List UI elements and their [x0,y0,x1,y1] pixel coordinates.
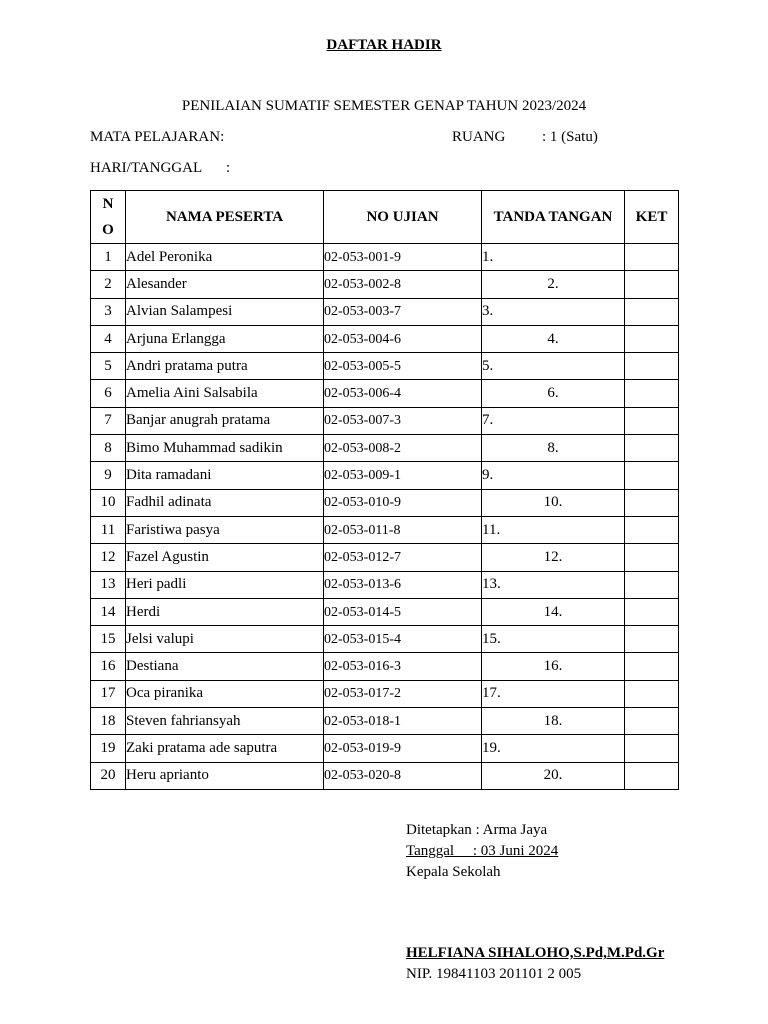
participant-name: Oca piranika [126,680,324,707]
participant-name: Dita ramadani [126,462,324,489]
ket-cell [625,544,679,571]
participant-name: Arjuna Erlangga [126,325,324,352]
signature-cell: 15. [482,626,625,653]
signature-cell: 12. [482,544,625,571]
ket-cell [625,571,679,598]
signature-cell: 4. [482,325,625,352]
exam-number: 02-053-006-4 [324,380,482,407]
participant-name: Faristiwa pasya [126,516,324,543]
exam-number: 02-053-020-8 [324,762,482,789]
ket-cell [625,708,679,735]
exam-number: 02-053-003-7 [324,298,482,325]
mata-pelajaran-label: MATA PELAJARAN: [90,129,225,145]
row-number: 7 [91,407,126,434]
jabatan-text: Kepala Sekolah [406,864,501,880]
row-number: 10 [91,489,126,516]
tanggal-text: Tanggal : 03 Juni 2024 [406,843,559,859]
table-row [91,680,679,707]
participant-name: Andri pratama putra [126,353,324,380]
participant-name: Fadhil adinata [126,489,324,516]
ket-cell [625,462,679,489]
row-number: 1 [91,244,126,271]
participant-name: Banjar anugrah pratama [126,407,324,434]
header-no [91,191,126,244]
table-row [91,298,679,325]
table-row [91,489,679,516]
row-number: 9 [91,462,126,489]
exam-number: 02-053-018-1 [324,708,482,735]
nip-text: NIP. 19841103 201101 2 005 [406,966,582,982]
document-title: DAFTAR HADIR [326,37,442,53]
signature-cell: 11. [482,516,625,543]
table-row [91,544,679,571]
row-number: 19 [91,735,126,762]
participant-name: Alesander [126,271,324,298]
ruang-label: RUANG [452,129,506,145]
exam-number: 02-053-008-2 [324,435,482,462]
row-number: 13 [91,571,126,598]
exam-number: 02-053-019-9 [324,735,482,762]
header-no-line2: O [102,222,114,238]
participant-name: Herdi [126,598,324,625]
signature-cell: 1. [482,244,625,271]
signature-cell: 7. [482,407,625,434]
hari-tanggal-colon: : [226,160,231,176]
table-row [91,571,679,598]
signature-cell: 18. [482,708,625,735]
signature-cell: 16. [482,653,625,680]
kepala-sekolah-name: HELFIANA SIHALOHO,S.Pd,M.Pd.Gr [406,945,665,961]
table-row [91,708,679,735]
exam-number: 02-053-012-7 [324,544,482,571]
row-number: 5 [91,353,126,380]
document-subtitle: PENILAIAN SUMATIF SEMESTER GENAP TAHUN 2023/2024 [181,98,587,114]
signature-cell: 14. [482,598,625,625]
row-number: 2 [91,271,126,298]
exam-number: 02-053-014-5 [324,598,482,625]
table-row [91,353,679,380]
signature-cell: 5. [482,353,625,380]
participant-name: Heru aprianto [126,762,324,789]
row-number: 4 [91,325,126,352]
header-no-line1: N [102,196,114,212]
exam-number: 02-053-009-1 [324,462,482,489]
table-row [91,598,679,625]
ket-cell [625,626,679,653]
table-row [91,435,679,462]
header-tanda-tangan: TANDA TANGAN [482,191,625,244]
participant-name: Destiana [126,653,324,680]
header-no-ujian: NO UJIAN [324,191,482,244]
exam-number: 02-053-001-9 [324,244,482,271]
participant-name: Heri padli [126,571,324,598]
ket-cell [625,271,679,298]
table-row [91,325,679,352]
row-number: 3 [91,298,126,325]
table-row [91,653,679,680]
table-header-row [91,191,679,244]
exam-number: 02-053-013-6 [324,571,482,598]
ruang-value: : 1 (Satu) [542,129,598,145]
row-number: 12 [91,544,126,571]
table-row [91,735,679,762]
participant-name: Zaki pratama ade saputra [126,735,324,762]
attendance-table [90,190,679,790]
participant-name: Jelsi valupi [126,626,324,653]
table-row [91,516,679,543]
exam-number: 02-053-016-3 [324,653,482,680]
participant-name: Steven fahriansyah [126,708,324,735]
signature-cell: 17. [482,680,625,707]
row-number: 8 [91,435,126,462]
row-number: 15 [91,626,126,653]
exam-number: 02-053-007-3 [324,407,482,434]
ket-cell [625,353,679,380]
signature-cell: 13. [482,571,625,598]
header-ket: KET [625,191,679,244]
signature-cell: 10. [482,489,625,516]
exam-number: 02-053-010-9 [324,489,482,516]
ket-cell [625,516,679,543]
signature-cell: 3. [482,298,625,325]
ket-cell [625,762,679,789]
ket-cell [625,244,679,271]
signature-cell: 20. [482,762,625,789]
row-number: 11 [91,516,126,543]
table-row [91,271,679,298]
ket-cell [625,380,679,407]
table-row [91,244,679,271]
participant-name: Bimo Muhammad sadikin [126,435,324,462]
table-row [91,762,679,789]
table-row [91,462,679,489]
row-number: 16 [91,653,126,680]
signature-cell: 6. [482,380,625,407]
exam-number: 02-053-005-5 [324,353,482,380]
signature-cell: 19. [482,735,625,762]
row-number: 17 [91,680,126,707]
participant-name: Amelia Aini Salsabila [126,380,324,407]
hari-tanggal-label: HARI/TANGGAL [90,160,203,176]
row-number: 6 [91,380,126,407]
ket-cell [625,680,679,707]
signature-cell: 9. [482,462,625,489]
table-row [91,407,679,434]
ket-cell [625,489,679,516]
ket-cell [625,598,679,625]
row-number: 14 [91,598,126,625]
exam-number: 02-053-002-8 [324,271,482,298]
table-row [91,380,679,407]
exam-number: 02-053-015-4 [324,626,482,653]
row-number: 18 [91,708,126,735]
ditetapkan-text: Ditetapkan : Arma Jaya [406,822,548,838]
ket-cell [625,735,679,762]
ket-cell [625,653,679,680]
participant-name: Adel Peronika [126,244,324,271]
signature-cell: 8. [482,435,625,462]
header-nama-peserta: NAMA PESERTA [126,191,324,244]
exam-number: 02-053-017-2 [324,680,482,707]
row-number: 20 [91,762,126,789]
ket-cell [625,325,679,352]
ket-cell [625,435,679,462]
signature-cell: 2. [482,271,625,298]
ket-cell [625,407,679,434]
exam-number: 02-053-011-8 [324,516,482,543]
participant-name: Fazel Agustin [126,544,324,571]
participant-name: Alvian Salampesi [126,298,324,325]
table-row [91,626,679,653]
exam-number: 02-053-004-6 [324,325,482,352]
ket-cell [625,298,679,325]
